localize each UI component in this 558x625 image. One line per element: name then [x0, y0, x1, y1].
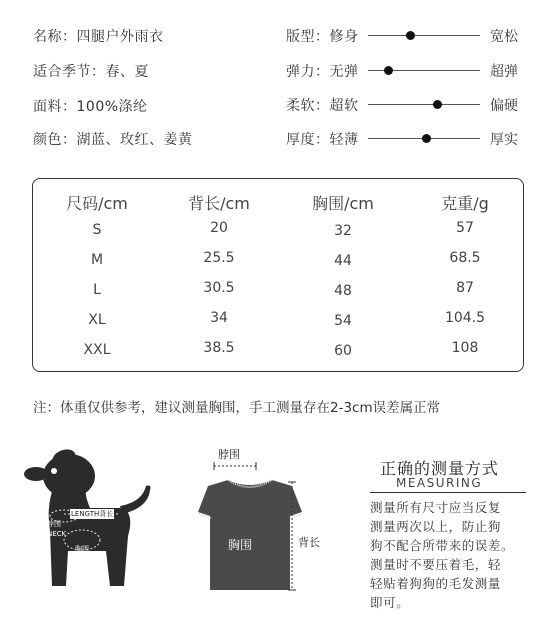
measuring-title: 正确的测量方式: [380, 459, 500, 478]
slider-elasticity-end: 超弹: [490, 64, 518, 80]
dog-chest-cn: 胸围: [75, 545, 89, 553]
garment-shape-icon: [196, 460, 326, 596]
slider-fit: [286, 24, 531, 46]
table-cell: 20: [210, 220, 228, 236]
measuring-method: [366, 456, 536, 610]
table-cell: XL: [88, 312, 106, 328]
dog-measurement-diagram: [24, 446, 164, 596]
slider-softness-marker: [433, 100, 442, 109]
table-header-back-length: 背长/cm: [188, 194, 250, 213]
slider-fit-track: [368, 35, 480, 36]
slider-softness: [286, 93, 531, 115]
slider-thickness-marker: [422, 134, 431, 143]
garment-measurement-diagram: [196, 446, 326, 596]
table-cell: L: [93, 282, 101, 298]
product-fabric: 面料：100%涤纶: [33, 99, 148, 115]
table-cell: 32: [334, 223, 352, 239]
table-cell: 38.5: [203, 340, 235, 356]
garment-neck-label: 脖围: [218, 448, 240, 461]
slider-thickness-label: 厚度：轻薄: [286, 132, 359, 148]
slider-fit-label: 版型：修身: [286, 29, 359, 45]
table-cell: M: [90, 252, 104, 268]
product-name: 名称：四腿户外雨衣: [33, 29, 164, 45]
slider-elasticity-marker: [384, 66, 393, 75]
product-color: 颜色：湖蓝、玫红、姜黄: [33, 132, 193, 148]
size-table: [32, 178, 524, 372]
table-cell: XXL: [83, 342, 111, 358]
table-cell: 68.5: [449, 250, 481, 266]
measuring-text-line: 即可。: [370, 595, 410, 610]
table-cell: 25.5: [203, 250, 235, 266]
measuring-text-line: 测量两次以上，防止狗: [370, 519, 502, 534]
table-cell: 104.5: [444, 310, 486, 326]
table-cell: 54: [334, 313, 352, 329]
slider-softness-label: 柔软：超软: [286, 98, 359, 114]
slider-fit-end: 宽松: [490, 29, 518, 45]
table-header-weight: 克重/g: [441, 194, 489, 213]
slider-thickness-end: 厚实: [490, 132, 518, 148]
dog-length-label: LENGTH背长: [71, 510, 114, 518]
slider-thickness: [286, 127, 531, 149]
measuring-divider: [370, 492, 526, 493]
table-header-size: 尺码/cm: [66, 194, 128, 213]
table-cell: 44: [334, 253, 352, 269]
dog-neck-cn: 脖围: [47, 520, 61, 528]
slider-softness-end: 偏硬: [490, 98, 518, 114]
measuring-text-line: 测量所有尺寸应当反复: [370, 500, 502, 515]
garment-back-label: 背长: [298, 536, 320, 549]
measuring-subtitle: MEASURING: [396, 476, 483, 490]
table-header-chest: 胸围/cm: [312, 194, 374, 213]
slider-elasticity: [286, 59, 531, 81]
table-cell: 30.5: [203, 280, 235, 296]
table-cell: 48: [334, 283, 352, 299]
garment-chest-label: 胸围: [228, 538, 253, 552]
slider-fit-marker: [406, 31, 415, 40]
dog-silhouette-icon: [24, 446, 164, 596]
table-cell: 57: [456, 220, 474, 236]
measurement-note: 注：体重仅供参考，建议测量胸围，手工测量存在2-3cm误差属正常: [33, 400, 441, 416]
dog-neck-en: NECK: [47, 530, 67, 538]
table-cell: S: [92, 222, 102, 238]
table-cell: 60: [334, 343, 352, 359]
dog-chest-en: CHEST: [73, 554, 97, 562]
measuring-text-line: 测量时不要压着毛，轻: [370, 557, 502, 572]
table-cell: 108: [451, 340, 479, 356]
measuring-text-line: 轻贴着狗狗的毛发测量: [370, 576, 502, 591]
measuring-text-line: 狗不配合所带来的误差。: [370, 538, 515, 553]
table-cell: 87: [456, 280, 474, 296]
slider-elasticity-label: 弹力：无弹: [286, 64, 359, 80]
slider-softness-track: [368, 104, 480, 105]
product-season: 适合季节：春、夏: [33, 64, 149, 80]
table-cell: 34: [210, 310, 228, 326]
